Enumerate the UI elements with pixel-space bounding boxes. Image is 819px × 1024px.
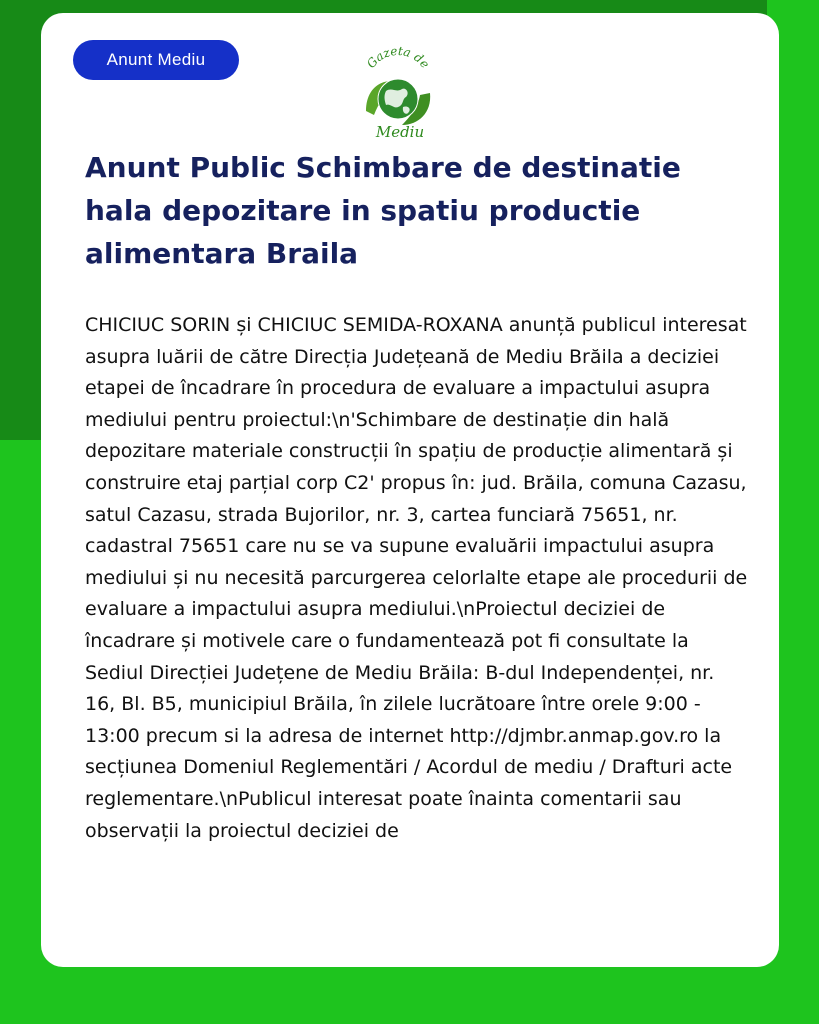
logo-text-bottom: Mediu — [375, 123, 425, 141]
globe-leaf-icon — [356, 33, 440, 141]
page-title: Anunt Public Schimbare de destinatie hala depozitare in spatiu productie alimentara Braila — [85, 151, 681, 270]
announcement-card — [41, 13, 779, 967]
logo-text-top: Gazeta de — [363, 43, 433, 71]
category-badge[interactable]: Anunt Mediu — [73, 40, 239, 80]
svg-text:Gazeta de — [364, 44, 432, 71]
article-body: CHICIUC SORIN și CHICIUC SEMIDA-ROXANA anunță publicul interesat asupra luării de către Direcția Județeană de Mediu Brăila a deciziei etapei de încadrare în procedura de evaluare a impactului asupra mediului pentru proiectul:\n'Schimbare de destinație din hală depozitare materiale construcții în spațiu de producție alimentară și construire etaj parțial corp C2' propus în: jud. Brăila, comuna Cazasu, satul Cazasu, strada Bujorilor, nr. 3, cartea funciară 75651, nr. cadastral 75651 care nu se va supune evaluării impactului asupra mediului și nu necesită parcurgerea celorlalte etape ale procedurii de evaluare a impactului asupra mediului.\nProiectul deciziei de încadrare și motivele care o fundamentează pot fi consultate la Sediul Direcției Județene de Mediu Brăila: B-dul Independenței, nr. 16, Bl. B5, municipiul Brăila, în zilele lucrătoare între orele 9:00 - 13:00 precum si la adresa de internet http://djmbr.anmap.gov.ro la secțiunea Domeniul Reglementări / Acordul de mediu / Drafturi acte reglementare.\nPublicul interesat poate înainta comentarii sau observații la proiectul deciziei de — [85, 314, 748, 842]
gazeta-de-mediu-logo — [356, 33, 440, 141]
